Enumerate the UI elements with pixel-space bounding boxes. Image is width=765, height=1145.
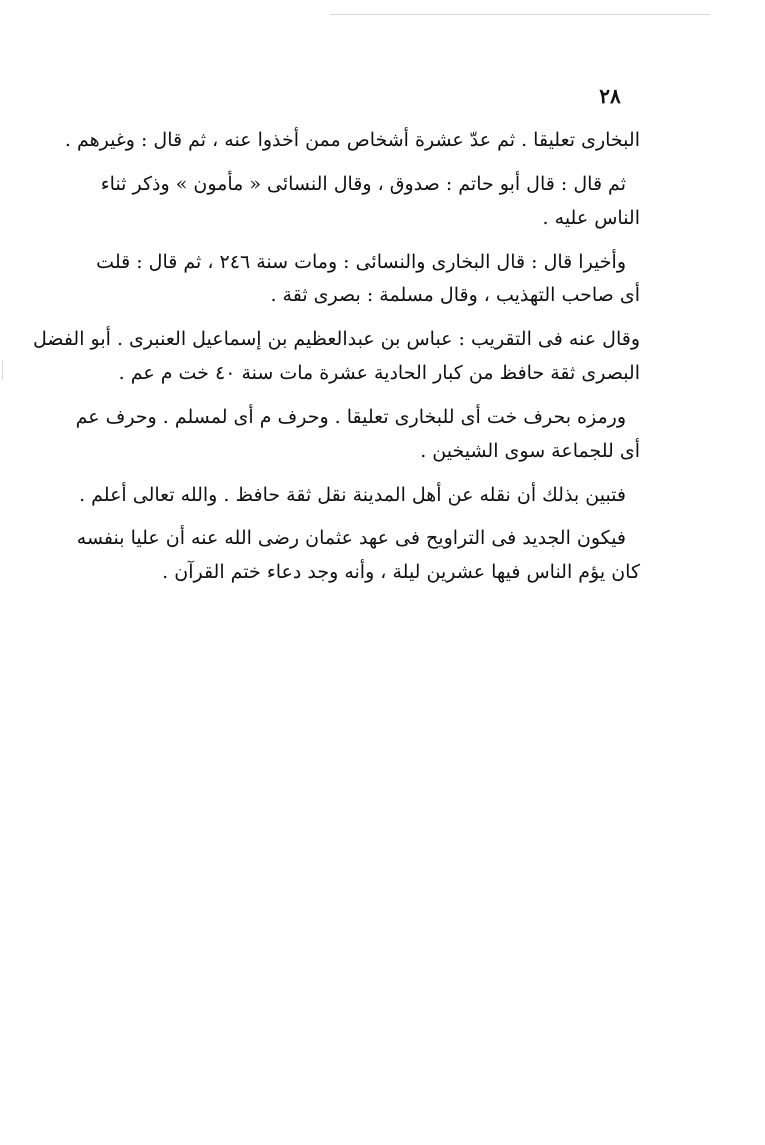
text-line: ورمزه بحرف خت أى للبخارى تعليقا . وحرف م أى لمسلم . وحرف عم (75, 405, 626, 428)
paragraph (75, 405, 640, 463)
text-line: البخارى تعليقا . ثم عدّ عشرة أشخاص ممن أخذوا عنه ، ثم قال : وغيرهم . (64, 129, 640, 151)
paragraph (96, 250, 640, 308)
paragraph (32, 328, 640, 385)
paragraph (79, 483, 640, 507)
paragraph (100, 172, 640, 230)
text-line: كان يؤم الناس فيها عشرين ليلة ، وأنه وجد دعاء ختم القرآن . (162, 561, 640, 584)
text-line: ثم قال : قال أبو حاتم : صدوق ، وقال النسائى « مأمون » وذكر ثناء (100, 172, 626, 195)
text-line: أى للجماعة سوى الشيخين . (420, 439, 640, 462)
text-line: فتبين بذلك أن نقله عن أهل المدينة نقل ثقة حافظ . والله تعالى أعلم . (79, 483, 626, 506)
scan-artifact-top (330, 14, 710, 15)
text-line: البصرى ثقة حافظ من كبار الحادية عشرة مات سنة ٤٠ خت م عم . (118, 362, 640, 385)
text-line: فيكون الجديد فى التراويح فى عهد عثمان رضى الله عنه أن عليا بنفسه (76, 527, 626, 550)
text-line: وأخيرا قال : قال البخارى والنسائى : ومات سنة ٢٤٦ ، ثم قال : قلت (96, 250, 626, 273)
text-line: الناس عليه . (542, 206, 640, 229)
scan-artifact-left (2, 360, 3, 380)
paragraph (76, 527, 640, 584)
paragraph (64, 129, 640, 152)
text-line: أى صاحب التهذيب ، وقال مسلمة : بصرى ثقة . (270, 284, 640, 307)
body-text (32, 129, 640, 606)
text-line: وقال عنه فى التقريب : عباس بن عبدالعظيم بن إسماعيل العنبرى . أبو الفضل (32, 328, 640, 351)
page-number: ٢٨ (599, 84, 621, 108)
